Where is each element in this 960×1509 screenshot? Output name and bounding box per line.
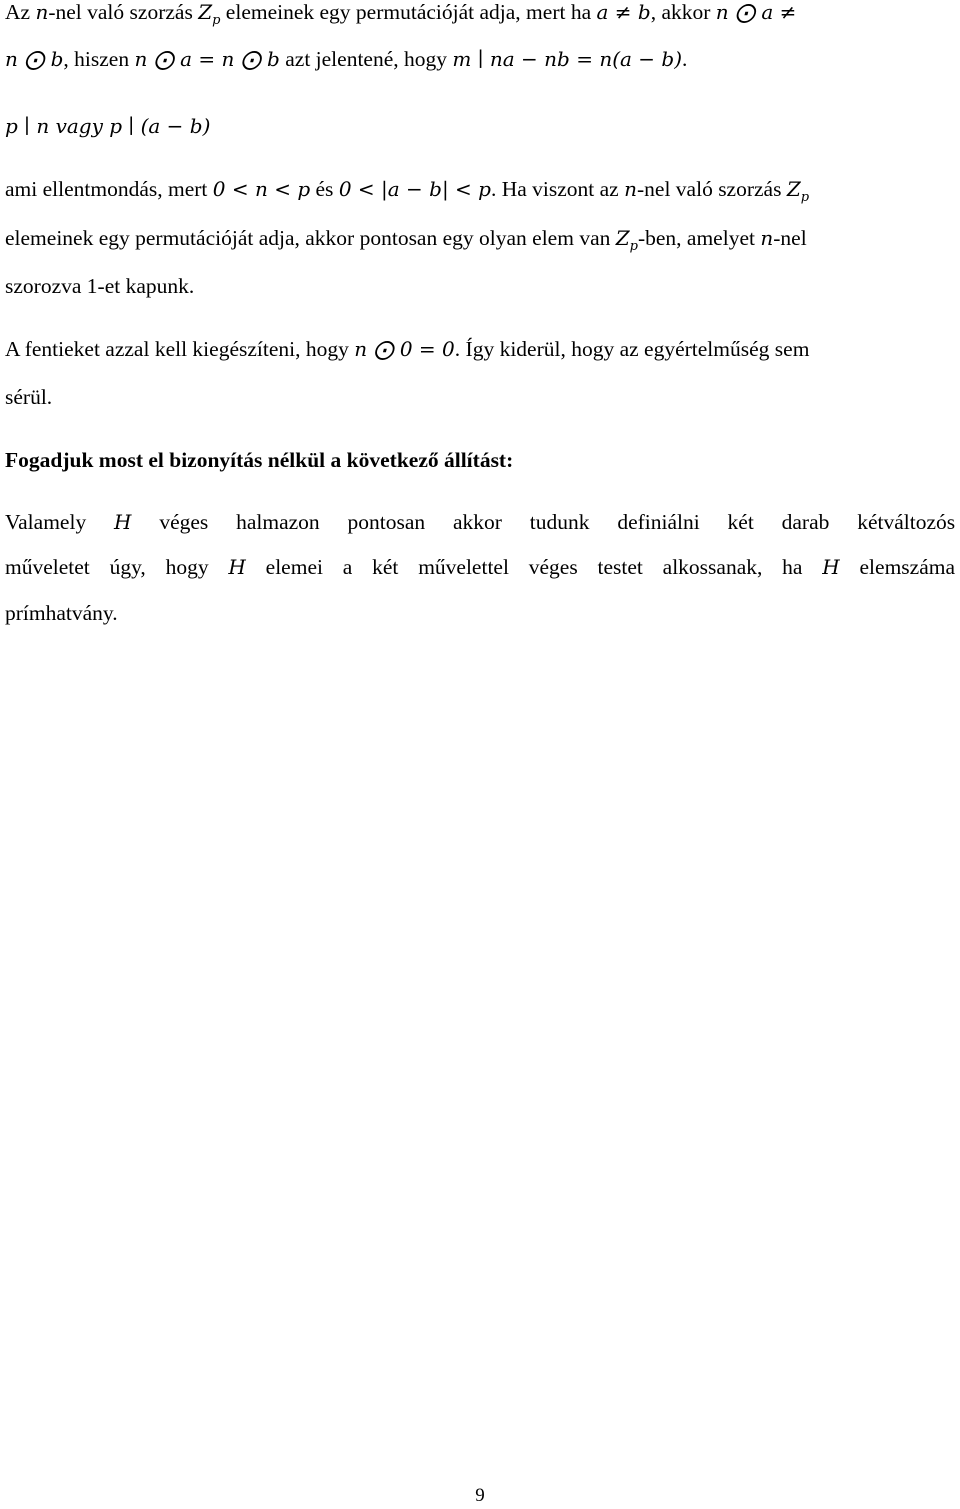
- text: -ben, amelyet: [637, 226, 761, 250]
- word: ha: [782, 555, 803, 579]
- paragraph-2-line-3: [5, 273, 955, 299]
- text: , akkor: [650, 0, 716, 24]
- text: -nel való szorzás: [48, 0, 199, 24]
- text: , hiszen: [63, 47, 135, 71]
- word: elemei: [265, 555, 323, 579]
- math-expression: n ⨀ b: [5, 47, 64, 71]
- word: alkossanak,: [662, 555, 763, 579]
- word: Valamely: [5, 510, 87, 534]
- math-var: n: [624, 177, 637, 201]
- math-var: n: [35, 0, 49, 24]
- math-expression: a ≠ b: [596, 0, 651, 24]
- word: testet: [597, 555, 643, 579]
- paragraph-4-line-3: [5, 600, 955, 626]
- paragraph-2-line-2: [5, 225, 955, 260]
- text: prímhatvány.: [5, 601, 118, 625]
- word: elemszáma: [859, 555, 956, 579]
- formula-line: [5, 113, 955, 139]
- math-var: Z: [615, 226, 630, 250]
- math-expression: n ⨀ a = n ⨀ b: [134, 47, 280, 71]
- paragraph-4-line-1: [5, 509, 955, 535]
- text: Az: [5, 0, 36, 24]
- word: műveletet: [5, 555, 90, 579]
- text: szorozva 1-et kapunk.: [5, 274, 195, 298]
- text: és: [310, 177, 339, 201]
- word: halmazon: [236, 510, 320, 534]
- word: akkor: [452, 510, 502, 534]
- text: -nel való szorzás: [637, 177, 787, 201]
- math-var: H: [228, 555, 246, 579]
- text: -nel: [773, 226, 807, 250]
- math-var: H: [822, 555, 840, 579]
- math-subscript: p: [212, 13, 221, 28]
- math-var: H: [114, 510, 132, 534]
- word: hogy: [165, 555, 209, 579]
- text: .: [682, 47, 688, 71]
- text: A fentieket azzal kell kiegészíteni, hogy: [5, 337, 355, 361]
- word: művelettel: [418, 555, 509, 579]
- paragraph-1-line-1: [5, 0, 955, 34]
- paragraph-3-line-2: [5, 384, 955, 410]
- word: úgy,: [109, 555, 146, 579]
- word: definiálni: [617, 510, 700, 534]
- text: elemeinek egy permutációját adja, mert ha: [220, 0, 597, 24]
- math-subscript: p: [800, 190, 810, 205]
- math-expression: n ⨀ 0 = 0: [354, 337, 455, 361]
- math-expression: m ∣ na − nb = n(a − b): [452, 47, 683, 71]
- paragraph-1-line-2: [5, 46, 955, 72]
- word: véges: [528, 555, 578, 579]
- math-var: Z: [786, 177, 801, 201]
- word: tudunk: [529, 510, 590, 534]
- text: sérül.: [5, 385, 53, 409]
- paragraph-4-line-2: [5, 554, 955, 580]
- word: darab: [781, 510, 830, 534]
- word: két: [372, 555, 399, 579]
- paragraph-2-line-1: [5, 176, 955, 211]
- word: a: [342, 555, 353, 579]
- text: elemeinek egy permutációját adja, akkor pontosan egy olyan elem van: [5, 226, 616, 250]
- word: két: [727, 510, 754, 534]
- math-expression: 0 < n < p: [212, 177, 311, 201]
- section-heading: [5, 447, 955, 473]
- math-var: Z: [198, 0, 213, 24]
- text: . Így kiderül, hogy az egyértelműség sem: [454, 337, 810, 361]
- math-expression: 0 < |a − b| < p: [338, 177, 491, 201]
- math-subscript: p: [629, 239, 638, 254]
- word: véges: [159, 510, 209, 534]
- heading-text: Fogadjuk most el bizonyítás nélkül a következő állítást:: [5, 448, 514, 472]
- text: . Ha viszont az: [490, 177, 625, 201]
- text: azt jelentené, hogy: [279, 47, 453, 71]
- text: ami ellentmondás, mert: [5, 177, 213, 201]
- word: pontosan: [347, 510, 426, 534]
- math-var: n: [760, 226, 774, 250]
- math-expression: n ⨀ a ≠: [715, 0, 797, 24]
- paragraph-3-line-1: [5, 336, 955, 362]
- page-number: 9: [475, 1485, 485, 1506]
- math-formula: p ∣ n vagy p ∣ (a − b): [5, 114, 211, 138]
- word: kétváltozós: [857, 510, 956, 534]
